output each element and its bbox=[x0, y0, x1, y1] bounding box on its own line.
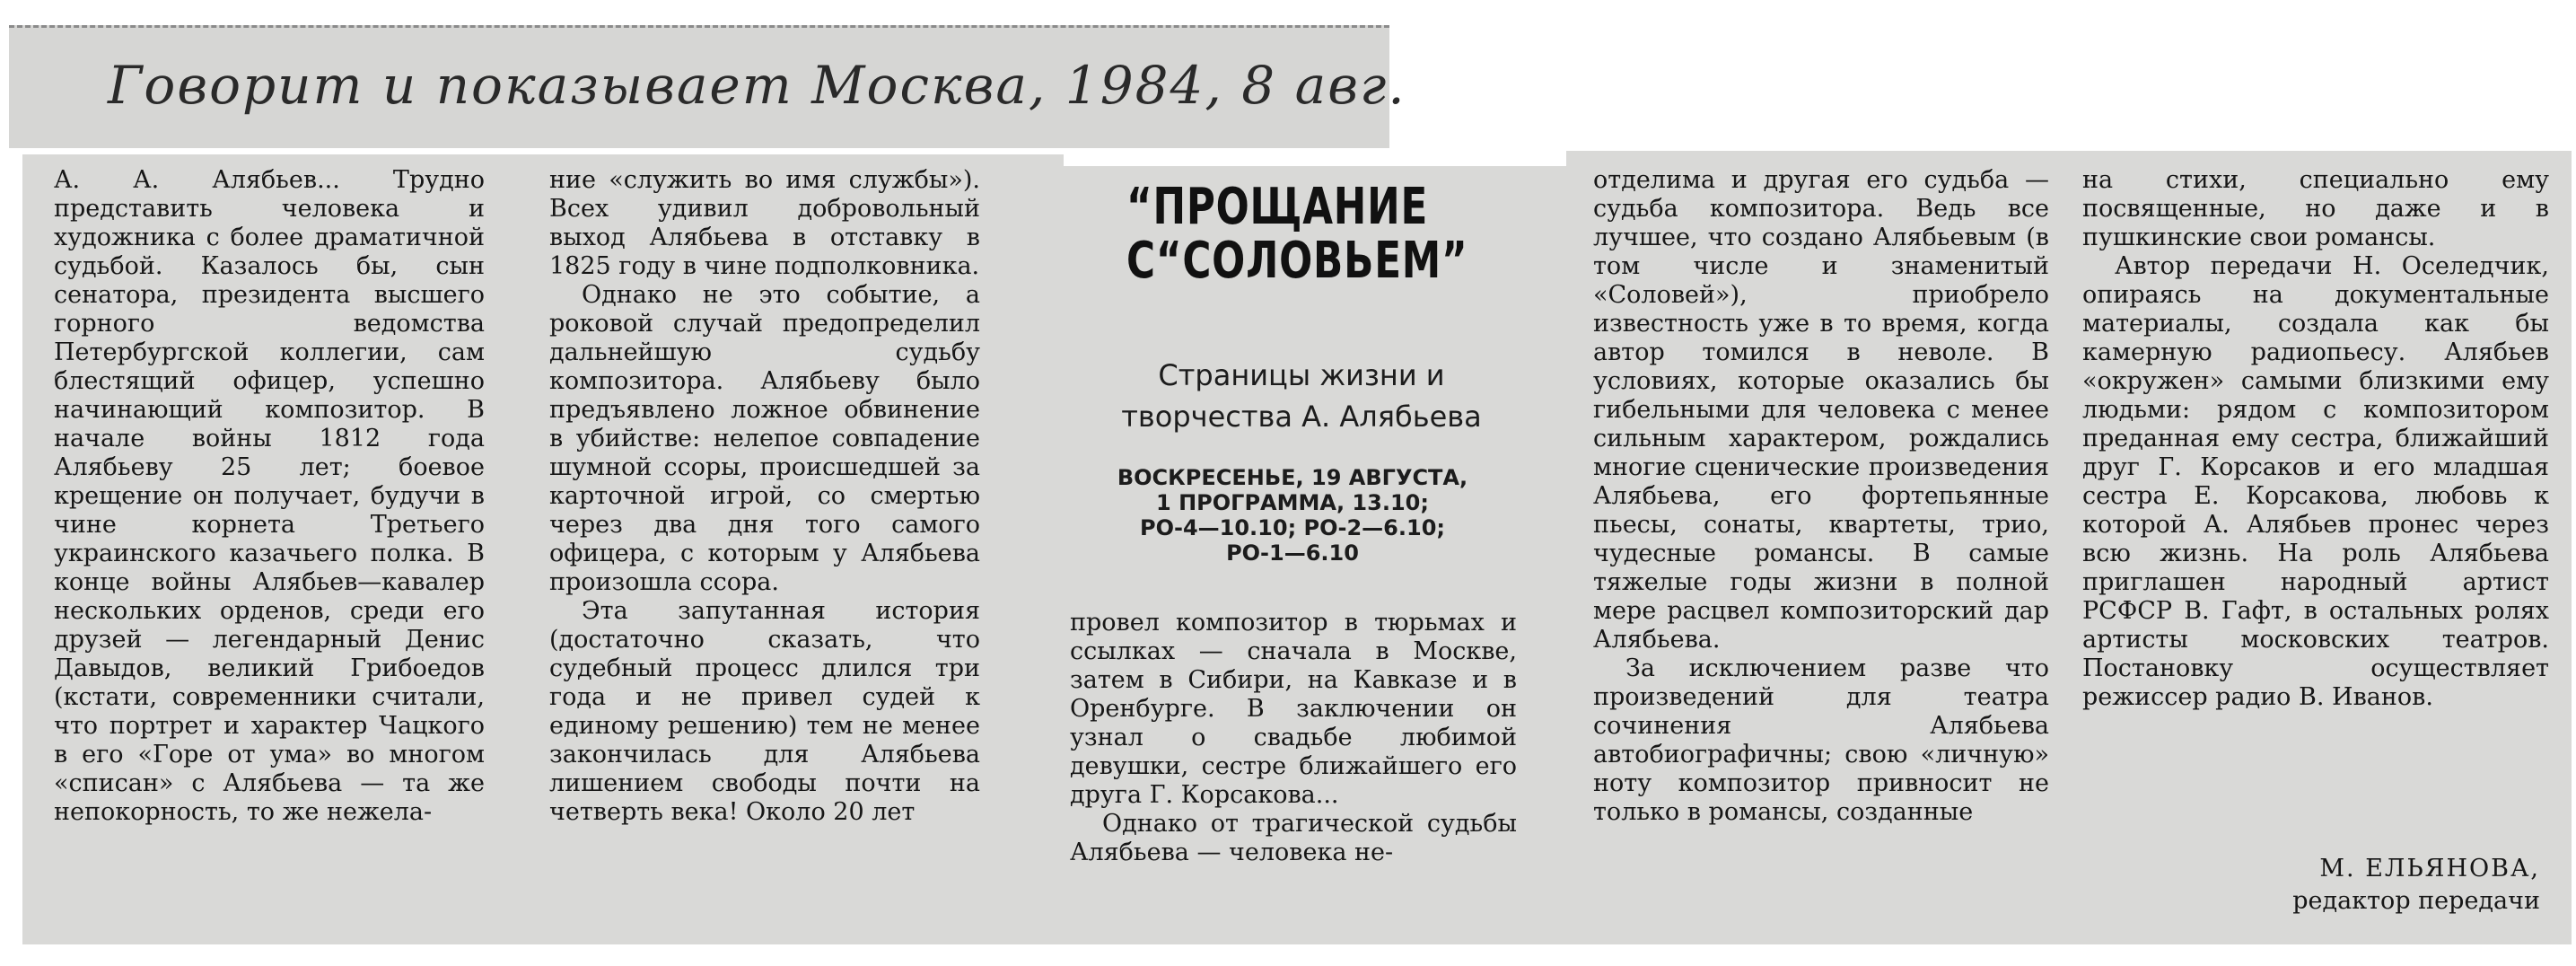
article-column-4 bbox=[1593, 166, 2049, 827]
headline-line-1: “ПРОЩАНИЕ bbox=[1126, 178, 1429, 236]
broadcast-schedule bbox=[1068, 465, 1517, 566]
paragraph: Однако не это событие, а роковой случай предопределил дальнейшую судьбу композитора. Алябьеву было предъявлено ложное обвинение в убийстве: нелепое совпадение шумной ссоры, происшедшей за карточной игрой, со смертью через два дня того самого офицера, с которым у Алябьева произошла ссора. bbox=[549, 281, 980, 596]
subtitle-line-2: творчества А. Алябьева bbox=[1121, 400, 1482, 434]
paragraph: отделима и другая его судьба — судьба композитора. Ведь все лучшее, что создано Алябьевым (в том числе и знаменитый «Соловей»), приобрело известность уже в то время, когда автор томился в неволе. В условиях, которые оказались бы гибельными для человека с менее сильным характером, рождались многие сценические произведения Алябьева, его фортепьянные пьесы, сонаты, квартеты, трио, чудесные романсы. В самые тяжелые годы жизни в полной мере расцвел композиторский дар Алябьева. bbox=[1593, 166, 2049, 654]
schedule-line-1: ВОСКРЕСЕНЬЕ, 19 АВГУСТА, bbox=[1117, 465, 1468, 490]
paragraph: За исключением разве что произведений для театра сочинения Алябьева автобиографичны; свою «личную» ноту композитор привносит не только в романсы, созданные bbox=[1593, 654, 2049, 826]
schedule-line-3: РО-4—10.10; РО-2—6.10; bbox=[1140, 515, 1445, 540]
paragraph: А. А. Алябьев... Трудно представить человека и художника с более драматичной судьбой. Казалось бы, сын сенатора, президента высшего горного ведомства Петербургской коллегии, сам блестящий офицер, успешно начинающий композитор. В начале войны 1812 года Алябьеву 25 лет; боевое крещение он получает, будучи в чине корнета Третьего украинского казачьего полка. В конце войны Алябьев—кавалер нескольких орденов, среди его друзей — легендарный Денис Давыдов, великий Грибоедов (кстати, современники считали, что портрет и характер Чацкого в его «Горе от ума» во многом «списан» с Алябьева — та же непокорность, то же нежела- bbox=[54, 166, 485, 826]
article-column-3 bbox=[1070, 609, 1517, 867]
handwritten-note: Говорит и показывает Москва, 1984, 8 авг. bbox=[108, 55, 1406, 116]
author-role: редактор передачи bbox=[2292, 887, 2540, 915]
author-signature bbox=[2292, 853, 2540, 918]
headline-line-2: С“СОЛОВЬЕМ” bbox=[1126, 232, 1468, 290]
handwritten-note-strip bbox=[9, 25, 1406, 148]
paragraph: Эта запутанная история (достаточно сказать, что судебный процесс длился три года и не привел судей к единому решению) тем не менее закончилась для Алябьева лишением свободы почти на четверть века! Около 20 лет bbox=[549, 597, 980, 826]
paragraph: ние «служить во имя службы»). Всех удивил добровольный выход Алябьева в отставку в 1825 году в чине подполковника. bbox=[549, 166, 980, 280]
article-column-5 bbox=[2082, 166, 2549, 712]
paragraph: Автор передачи Н. Оселедчик, опираясь на документальные материалы, создала как бы камерную радиопьесу. Алябьев «окружен» самыми близкими ему людьми: рядом с композитором преданная ему сестра, ближайший друг Г. Корсаков и его младшая сестра Е. Корсакова, любовь к которой А. Алябьев пронес через всю жизнь. На роль Алябьева приглашен народный артист РСФСР В. Гафт, в остальных ролях артисты московских театров. Постановку осуществляет режиссер радио В. Иванов. bbox=[2082, 252, 2549, 711]
schedule-line-2: 1 ПРОГРАММА, 13.10; bbox=[1156, 490, 1429, 515]
article-column-1 bbox=[54, 166, 485, 827]
paragraph: провел композитор в тюрьмах и ссылках — сначала в Москве, затем в Сибири, на Кавказе и в Оренбурге. В заключении он узнал о свадьбе любимой девушки, сестре ближайшего его друга Г. Корсакова... bbox=[1070, 609, 1517, 809]
paragraph: на стихи, специально ему посвященные, но даже и в пушкинские свои романсы. bbox=[2082, 166, 2549, 251]
schedule-line-4: РО-1—6.10 bbox=[1226, 540, 1359, 566]
article-column-2 bbox=[549, 166, 980, 827]
paragraph: Однако от трагической судьбы Алябьева — человека не- bbox=[1070, 810, 1517, 866]
author-name: М. ЕЛЬЯНОВА, bbox=[2319, 855, 2540, 883]
subtitle-line-1: Страницы жизни и bbox=[1158, 358, 1445, 392]
subtitle bbox=[1086, 355, 1517, 437]
